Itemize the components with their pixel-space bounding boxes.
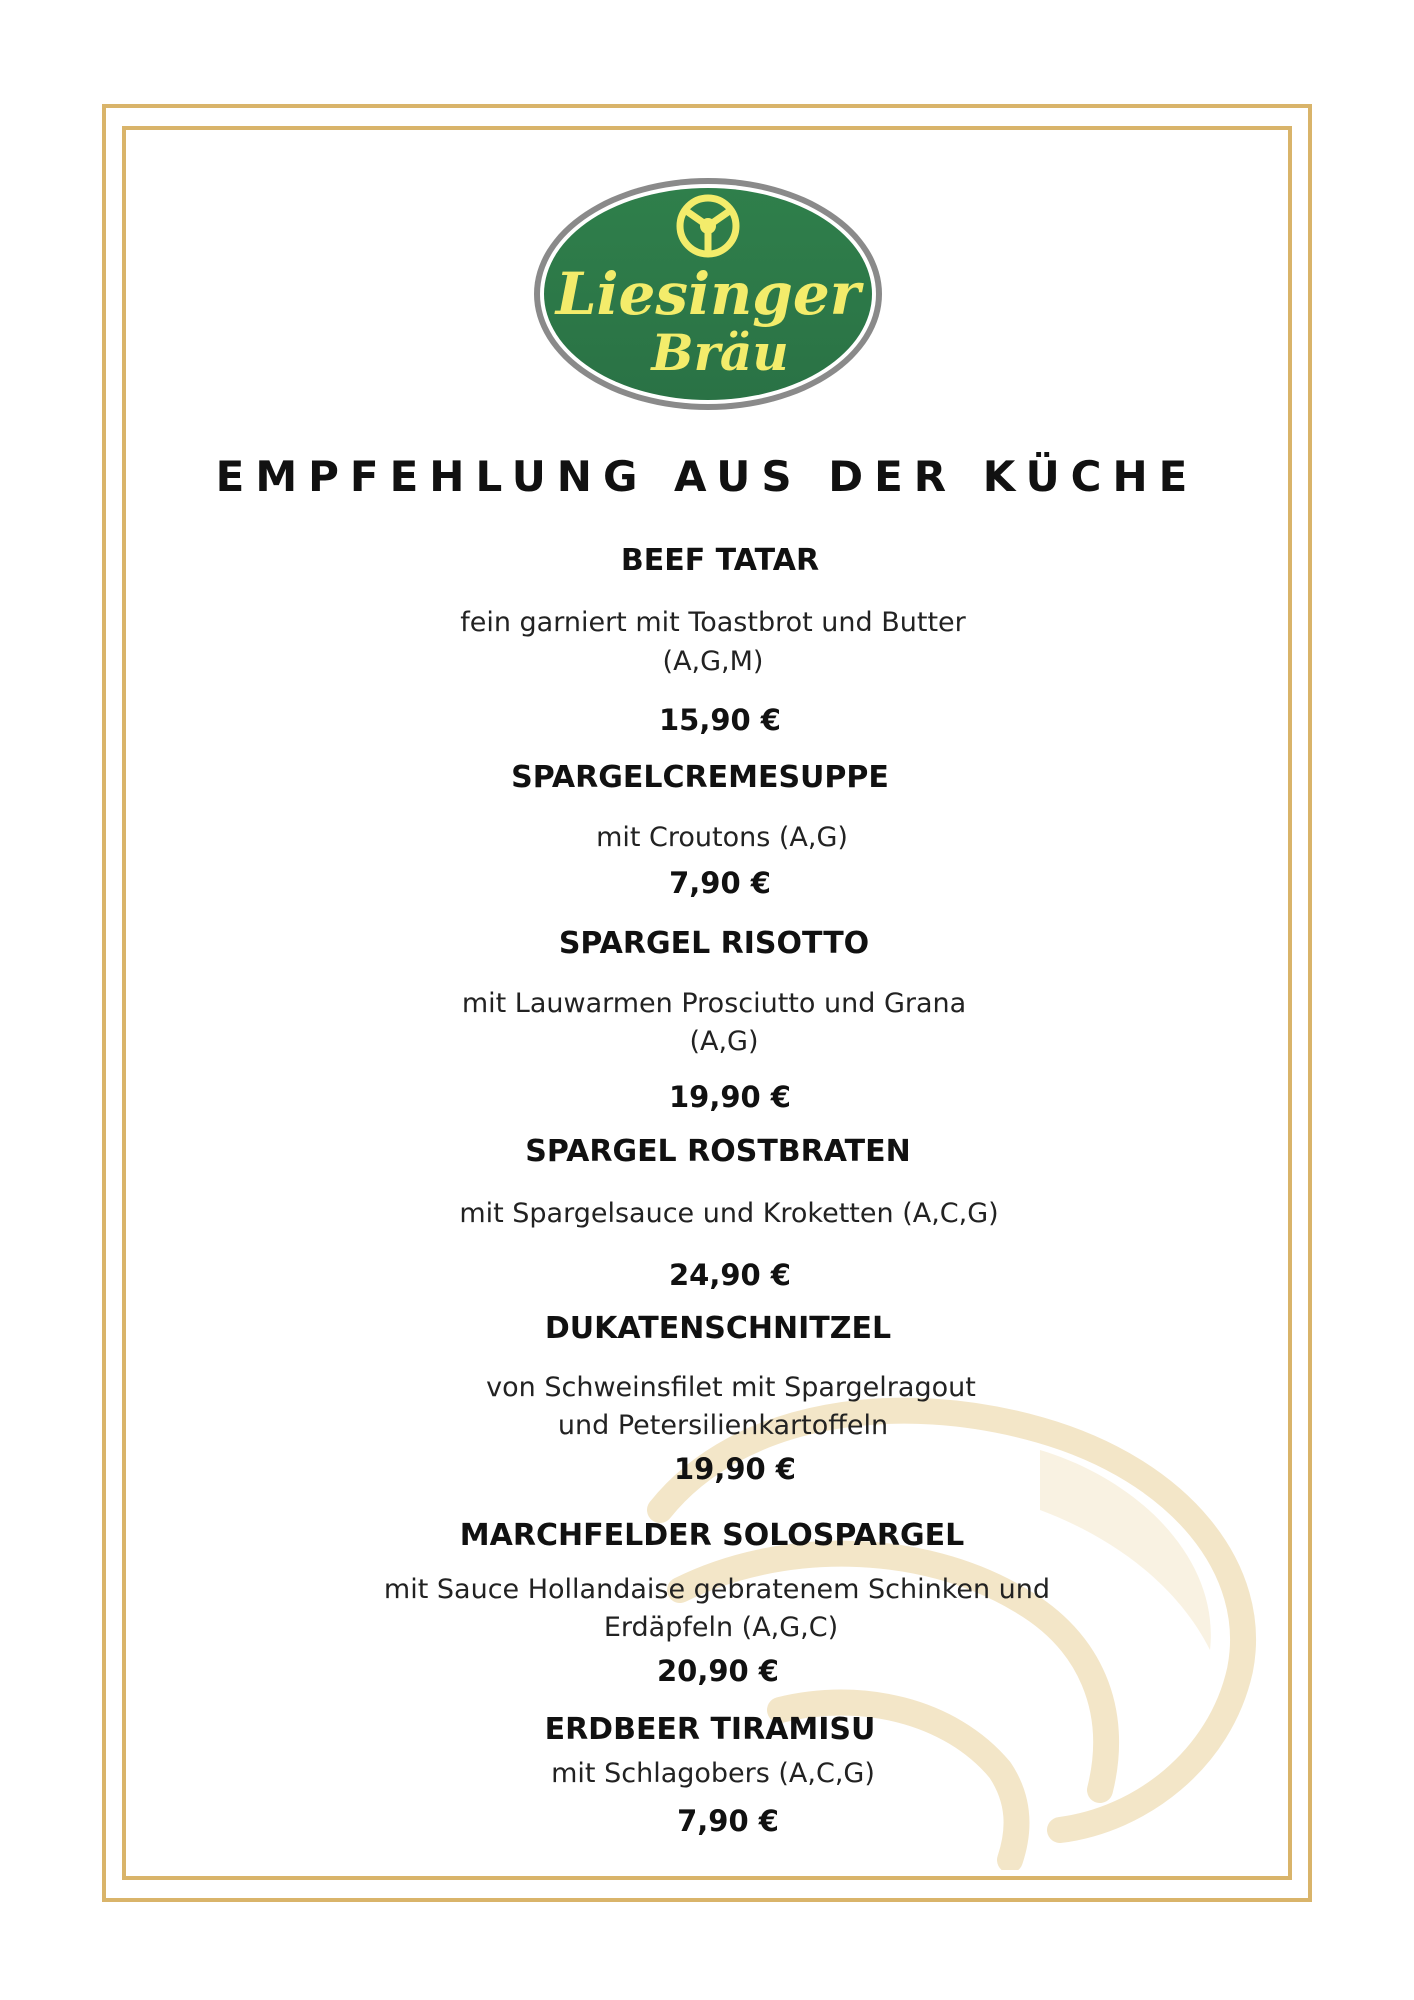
dish-description: (A,G) bbox=[689, 1026, 759, 1057]
dish-price: 15,90 € bbox=[658, 703, 781, 737]
page-title: EMPFEHLUNG AUS DER KÜCHE bbox=[215, 452, 1199, 501]
logo-line-2: Bräu bbox=[651, 323, 789, 382]
dish-description: mit Spargelsauce und Kroketten (A,C,G) bbox=[459, 1198, 999, 1229]
dish-name: MARCHFELDER SOLOSPARGEL bbox=[459, 1518, 965, 1553]
dish-name: SPARGELCREMESUPPE bbox=[511, 760, 889, 795]
dish-price: 7,90 € bbox=[669, 866, 771, 900]
logo-line-1: Liesinger bbox=[555, 260, 861, 328]
dish-description: (A,G,M) bbox=[662, 646, 764, 677]
dish-name: SPARGEL RISOTTO bbox=[558, 926, 870, 961]
dish-price: 19,90 € bbox=[668, 1080, 791, 1114]
dish-name: ERDBEER TIRAMISU bbox=[544, 1712, 876, 1747]
dish-price: 20,90 € bbox=[656, 1654, 779, 1688]
dish-name: BEEF TATAR bbox=[620, 543, 820, 578]
dish-description: mit Sauce Hollandaise gebratenem Schinken und bbox=[383, 1574, 1051, 1605]
dish-name: DUKATENSCHNITZEL bbox=[544, 1311, 892, 1346]
dish-description: mit Lauwarmen Prosciutto und Grana bbox=[461, 988, 967, 1019]
dish-description: von Schweinsfilet mit Spargelragout bbox=[486, 1372, 976, 1403]
dish-price: 7,90 € bbox=[677, 1804, 779, 1838]
dish-price: 24,90 € bbox=[668, 1258, 791, 1292]
dish-description: mit Schlagobers (A,C,G) bbox=[551, 1758, 875, 1789]
dish-description: mit Croutons (A,G) bbox=[596, 822, 848, 853]
dish-description: fein garniert mit Toastbrot und Butter bbox=[460, 607, 966, 638]
dish-description: Erdäpfeln (A,G,C) bbox=[603, 1612, 839, 1643]
dish-price: 19,90 € bbox=[673, 1452, 796, 1486]
dish-name: SPARGEL ROSTBRATEN bbox=[525, 1134, 911, 1169]
dish-description: und Petersilienkartoffeln bbox=[557, 1410, 889, 1441]
